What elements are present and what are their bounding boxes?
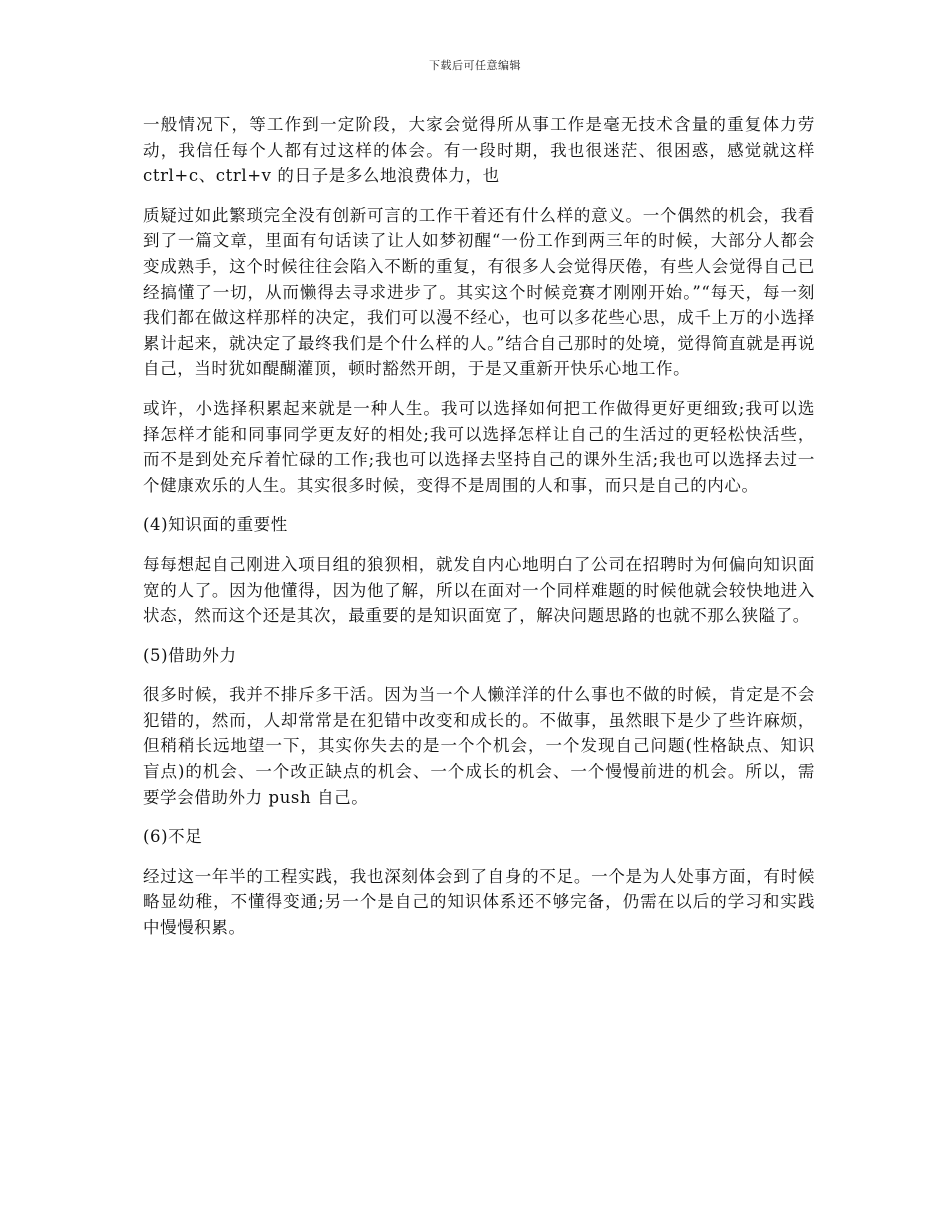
paragraph-1: 一般情况下，等工作到一定阶段，大家会觉得所从事工作是毫无技术含量的重复体力劳动，我信任每个人都有过这样的体会。有一段时期，我也很迷茫、很困惑，感觉就这样 ctrl+c、ctrl+v 的日子是多么地浪费体力，也 xyxy=(143,115,815,186)
section-heading-5: (5)借助外力 xyxy=(143,645,237,665)
page-header: 下载后可任意编辑 xyxy=(429,59,521,72)
section-heading-6: (6)不足 xyxy=(143,827,203,847)
paragraph-3: 或许，小选择积累起来就是一种人生。我可以选择如何把工作做得更好更细致;我可以选择怎样才能和同事同学更友好的相处;我可以选择怎样让自己的生活过的更轻松快活些，而不是到处充斥着忙碌的工作;我也可以选择去坚持自己的课外生活;我也可以选择去过一个健康欢乐的人生。其实很多时候，变得不是周围的人和事，而只是自己的内心。 xyxy=(143,398,815,495)
paragraph-6: 经过这一年半的工程实践，我也深刻体会到了自身的不足。一个是为人处事方面，有时候略显幼稚，不懂得变通;另一个是自己的知识体系还不够完备，仍需在以后的学习和实践中慢慢积累。 xyxy=(143,866,815,938)
paragraph-5: 很多时候，我并不排斥多干活。因为当一个人懒洋洋的什么事也不做的时候，肯定是不会犯错的，然而，人却常常是在犯错中改变和成长的。不做事，虽然眼下是少了些许麻烦，但稍稍长远地望一下，其实你失去的是一个个机会，一个发现自己问题(性格缺点、知识盲点)的机会、一个改正缺点的机会、一个成长的机会、一个慢慢前进的机会。所以，需要学会借助外力 push 自己。 xyxy=(143,685,815,807)
document-body xyxy=(143,112,815,955)
paragraph-2: 质疑过如此繁琐完全没有创新可言的工作干着还有什么样的意义。一个偶然的机会，我看到了一篇文章，里面有句话读了让人如梦初醒“一份工作到两三年的时候，大部分人都会变成熟手，这个时候往往会陷入不断的重复，有很多人会觉得厌倦，有些人会觉得自己已经搞懂了一切，从而懒得去寻求进步了。其实这个时候竞赛才刚刚开始。”“每天，每一刻我们都在做这样那样的决定，我们可以漫不经心，也可以多花些心思，成千上万的小选择累计起来，就决定了最终我们是个什么样的人。”结合自己那时的处境，觉得简直就是再说自己，当时犹如醍醐灌顶，顿时豁然开朗，于是又重新开快乐心地工作。 xyxy=(143,205,815,379)
paragraph-4: 每每想起自己刚进入项目组的狼狈相，就发自内心地明白了公司在招聘时为何偏向知识面宽的人了。因为他懂得，因为他了解，所以在面对一个同样难题的时候他就会较快地进入状态，然而这个还是其次，最重要的是知识面宽了，解决问题思路的也就不那么狭隘了。 xyxy=(143,554,815,626)
section-heading-4: (4)知识面的重要性 xyxy=(143,515,288,535)
